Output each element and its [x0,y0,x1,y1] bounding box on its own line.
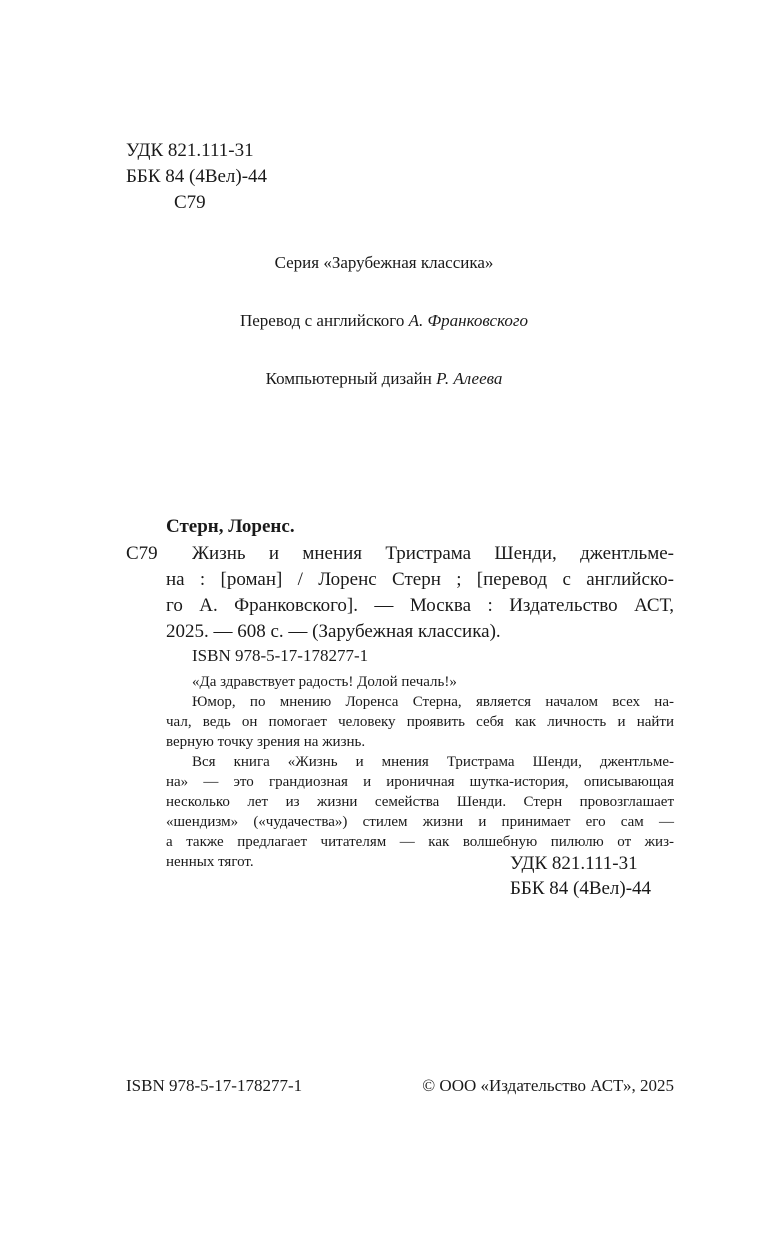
annotation-line: несколько лет из жизни семейства Шенди. Стерн провозглашает [166,794,674,810]
design-prefix: Компьютерный дизайн [265,369,437,388]
footer-copyright: © ООО «Издательство АСТ», 2025 [422,1076,674,1095]
udk-code: УДК 821.111-31 [126,140,254,161]
catalog-isbn: ISBN 978-5-17-178277-1 [192,646,369,665]
catalog-line: Жизнь и мнения Тристрама Шенди, джентльме- [192,543,674,564]
author-mark: С79 [174,192,206,213]
catalog-mark: С79 [126,543,158,564]
annotation-line: а также предлагает читателям — как волшебную пилюлю от жиз- [166,834,674,850]
closing-bbk-code: ББК 84 (4Вел)-44 [510,878,652,899]
footer-isbn: ISBN 978-5-17-178277-1 [126,1076,303,1095]
translation-credit [0,310,768,332]
catalog-line: на : [роман] / Лоренс Стерн ; [перевод с английско- [166,569,674,590]
translator-name: А. Франковского [408,311,529,330]
bbk-code: ББК 84 (4Вел)-44 [126,166,268,187]
annotation-line: Вся книга «Жизнь и мнения Тристрама Шенди, джентльме- [192,754,674,770]
annotation-line: верную точку зрения на жизнь. [166,734,366,750]
design-credit [0,368,768,390]
catalog-line: 2025. — 608 с. — (Зарубежная классика). [166,621,501,642]
annotation-line: Юмор, по мнению Лоренса Стерна, является началом всех на- [192,694,674,710]
annotation-epigraph: «Да здравствует радость! Долой печаль!» [192,674,457,690]
translation-prefix: Перевод с английского [239,311,409,330]
annotation-line: ненных тягот. [166,854,254,870]
designer-name: Р. Алеева [436,369,503,388]
annotation [166,672,674,872]
series-line: Серия «Зарубежная классика» [274,253,494,272]
catalog-line: го А. Франковского]. — Москва : Издательство АСТ, [166,595,674,616]
catalog-author-heading: Стерн, Лоренс. [166,516,295,537]
annotation-line: «шендизм» («чудачества») стилем жизни и принимает его сам — [166,814,674,830]
closing-udk-code: УДК 821.111-31 [510,853,638,874]
annotation-line: на» — это грандиозная и ироничная шутка-история, описывающая [166,774,674,790]
catalog-description [166,541,674,645]
annotation-line: чал, ведь он помогает человеку проявить себя как личность и найти [166,714,674,730]
